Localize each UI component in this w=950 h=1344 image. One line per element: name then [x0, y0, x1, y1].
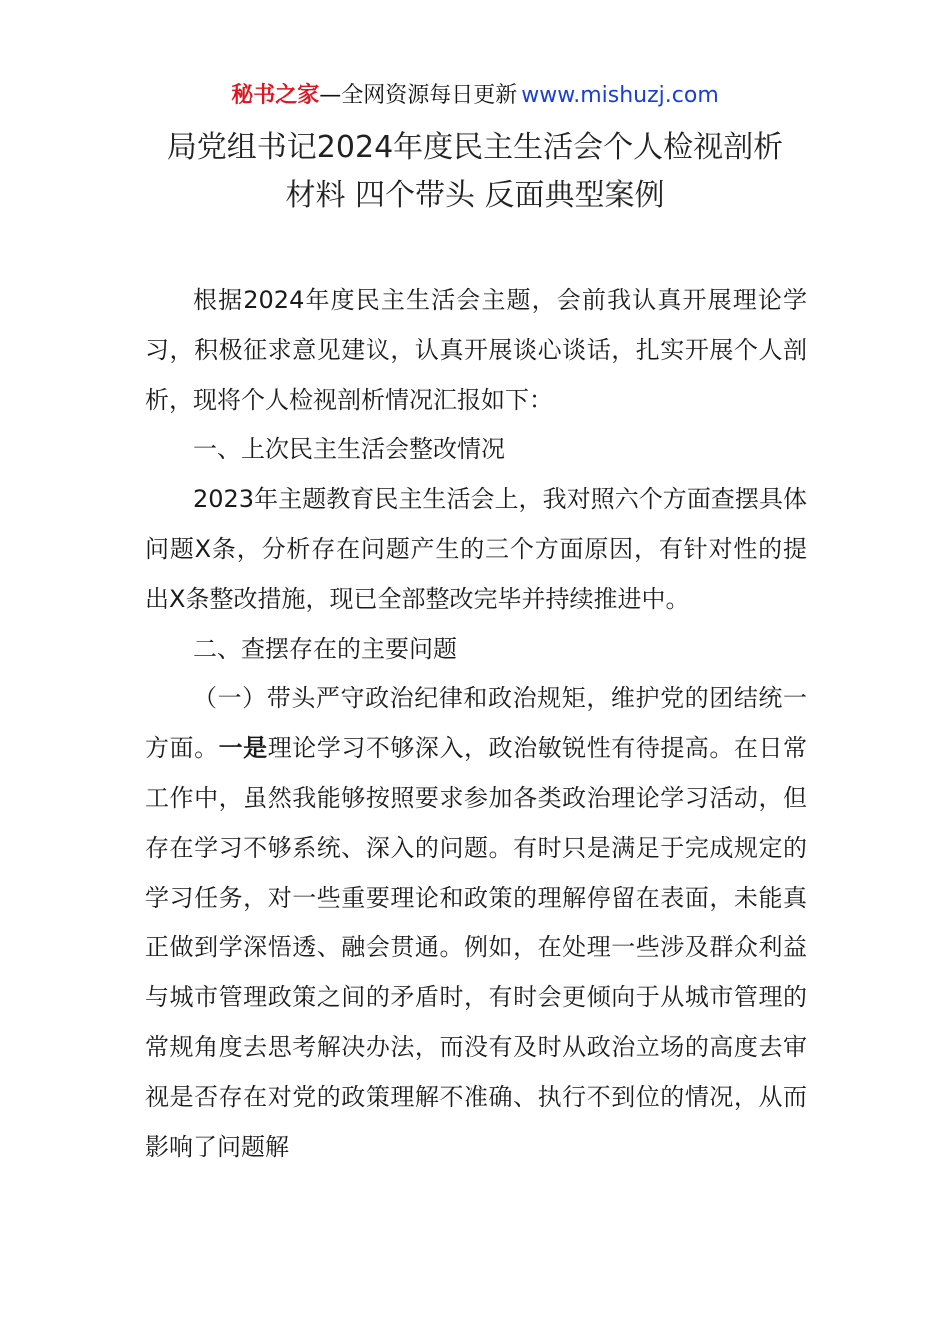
issue-1-text: 理论学习不够深入，政治敏锐性有待提高。在日常工作中，虽然我能够按照要求参加各类政治理论学习活动，但存在学习不够系统、深入的问题。有时只是满足于完成规定的学习任务，对一些重要理论和政策的理解停留在表面，未能真正做到学深悟透、融会贯通。例如，在处理一些涉及群众利益与城市管理政策之间的矛盾时，有时会更倾向于从城市管理的常规角度去思考解决办法，而没有及时从政治立场的高度去审视是否存在对党的政策理解不准确、执行不到位的情况，从而影响了问题解 — [145, 734, 808, 1161]
section-heading-2: 二、查摆存在的主要问题 — [193, 634, 457, 663]
issue-1-bold-marker: 一是 — [218, 734, 268, 763]
header-dash: — — [319, 83, 342, 108]
issue-1-heading: （一）带头严守政治纪律和政治规矩，维护党的团结统一方面。 — [145, 684, 807, 763]
header-tagline: 全网资源每日更新 — [341, 83, 518, 108]
brand-name: 秘书之家 — [231, 83, 320, 108]
paragraph-rectification: 2023年主题教育民主生活会上，我对照六个方面查摆具体问题X条，分析存在问题产生的三个方面原因，有针对性的提出X条整改措施，现已全部整改完毕并持续推进中。 — [145, 485, 807, 613]
title-line-1: 局党组书记2024年度民主生活会个人检视剖析 — [166, 130, 784, 165]
paragraph-issue-1 — [145, 674, 807, 1172]
section-heading-1: 一、上次民主生活会整改情况 — [193, 435, 505, 464]
title-line-2: 材料 四个带头 反面典型案例 — [285, 178, 665, 213]
header-site-url: www.mishuzj.com — [521, 83, 719, 108]
paragraph-intro: 根据2024年度民主生活会主题，会前我认真开展理论学习，积极征求意见建议，认真开展谈心谈话，扎实开展个人剖析，现将个人检视剖析情况汇报如下： — [145, 286, 807, 414]
document-body — [145, 276, 807, 1172]
document-title — [110, 124, 840, 220]
watermark-header — [0, 80, 950, 112]
